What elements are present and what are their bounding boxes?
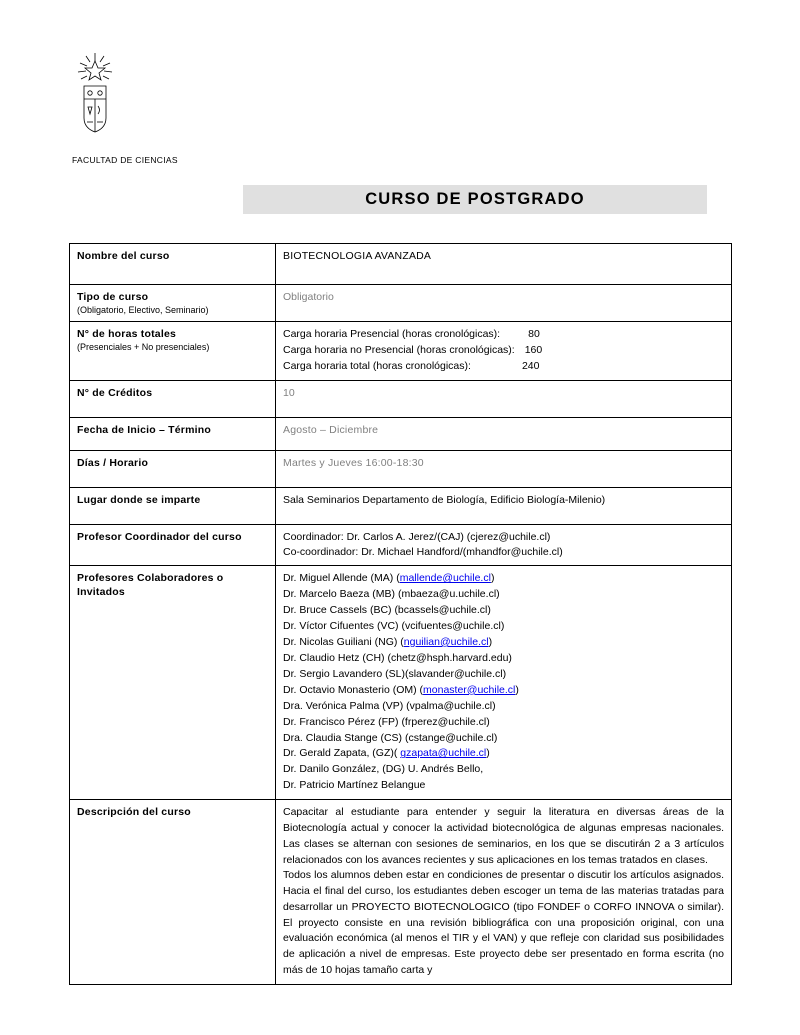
- row-label-collaborators: [70, 566, 276, 800]
- list-item: Dr. Patricio Martínez Belangue: [283, 779, 426, 792]
- row-label-location: Lugar donde se imparte: [70, 487, 276, 524]
- faculty-name: FACULTAD DE CIENCIAS: [72, 155, 178, 165]
- row-value-course-name: BIOTECNOLOGIA AVANZADA: [276, 244, 732, 285]
- row-label-text: Profesores Colaboradores o Invitados: [77, 572, 224, 599]
- row-value-description: [276, 800, 732, 984]
- row-value-total-hours: [276, 322, 732, 380]
- course-info-table: [69, 243, 732, 985]
- row-label-coordinator: Profesor Coordinador del curso: [70, 524, 276, 565]
- email-link[interactable]: gzapata@uchile.cl: [400, 747, 487, 760]
- row-value-dates: Agosto – Diciembre: [276, 417, 732, 450]
- table-row: [70, 244, 732, 285]
- row-value-collaborators: [276, 566, 732, 800]
- hours-line-text: Carga horaria total (horas cronológicas):: [283, 359, 471, 372]
- person-name: Dr. Miguel Allende (MA) (: [283, 572, 400, 584]
- row-value-course-type: Obligatorio: [276, 285, 732, 322]
- table-row: [70, 566, 732, 800]
- cocoordinator-line: Co-coordinador: Dr. Michael Handford/(mhandfor@uchile.cl): [283, 545, 563, 558]
- list-item: Dra. Verónica Palma (VP) (vpalma@uchile.cl): [283, 699, 496, 712]
- row-label-course-name: Nombre del curso: [70, 244, 276, 285]
- email-link[interactable]: mallende@uchile.cl: [399, 572, 491, 584]
- table-row: [70, 450, 732, 487]
- list-item: [283, 635, 724, 651]
- table-row: [70, 380, 732, 417]
- email-link[interactable]: nguilian@uchile.cl: [403, 635, 489, 648]
- hours-line: [283, 327, 724, 343]
- table-row: [70, 800, 732, 984]
- list-item: [283, 683, 724, 699]
- row-value-credits: 10: [276, 380, 732, 417]
- description-paragraph: Capacitar al estudiante para entender y seguir la literatura en diversas áreas de la Biotecnología actual y conocer la actividad biotecnológica de algunas empresas nacionales. Las clases se alternan con sesiones de seminarios, en los que se discutirán 2 a 3 artículos relacionados con los avances recientes y sus aplicaciones en los temas tratados en clases.: [283, 806, 724, 866]
- row-label-subtext: (Obligatorio, Electivo, Seminario): [77, 305, 209, 316]
- row-value-coordinator: [276, 524, 732, 565]
- person-post: ): [490, 572, 495, 584]
- table-row: [70, 285, 732, 322]
- list-item: Dr. Sergio Lavandero (SL)(slavander@uchile.cl): [283, 667, 507, 680]
- list-item: Dr. Francisco Pérez (FP) (frperez@uchile.cl): [283, 715, 490, 728]
- row-value-location: Sala Seminarios Departamento de Biología, Edificio Biología-Milenio): [276, 487, 732, 524]
- description-paragraph: Todos los alumnos deben estar en condiciones de presentar o discutir los artículos asignados. Hacia el final del curso, los estudiantes deben escoger un tema de las materias tratadas para desarrollar un PROYECTO BIOTECNOLOGICO (tipo FONDEF o CORFO INNOVA o similar). El proyecto consiste en una revisión bibliográfica con una proposición original, con una evaluación económica (al menos el TIR y el VAN) y que refleje con claridad sus posibilidades de aplicación a nivel de empresas. Este proyecto debe ser presentado en forma escrita (no más de 10 hojas tamaño carta y: [283, 869, 724, 976]
- list-item: Dr. Marcelo Baeza (MB) (mbaeza@u.uchile.cl): [283, 587, 500, 600]
- list-item: Dr. Bruce Cassels (BC) (bcassels@uchile.cl): [283, 603, 491, 616]
- hours-line-text: Carga horaria no Presencial (horas cronológicas):: [283, 344, 515, 357]
- person-post: ): [486, 747, 490, 760]
- hours-line-number: 240: [521, 359, 540, 372]
- page-title-band: [243, 185, 707, 214]
- table-row: [70, 487, 732, 524]
- table-row: [70, 322, 732, 380]
- row-label-description: Descripción del curso: [70, 800, 276, 984]
- coordinator-line: Coordinador: Dr. Carlos A. Jerez/(CAJ) (cjerez@uchile.cl): [283, 530, 551, 543]
- page-title: CURSO DE POSTGRADO: [365, 190, 585, 208]
- list-item: [283, 571, 724, 587]
- hours-line-number: 80: [528, 328, 540, 341]
- row-label-dates: Fecha de Inicio – Término: [70, 417, 276, 450]
- list-item: [283, 746, 724, 762]
- list-item: Dra. Claudia Stange (CS) (cstange@uchile.cl): [283, 731, 498, 744]
- list-item: Dr. Claudio Hetz (CH) (chetz@hsph.harvard.edu): [283, 651, 512, 664]
- table-row: [70, 417, 732, 450]
- table-row: [70, 524, 732, 565]
- person-post: ): [488, 635, 493, 648]
- hours-line-text: Carga horaria Presencial (horas cronológicas):: [283, 328, 501, 341]
- person-post: ): [515, 683, 519, 696]
- row-label-subtext: (Presenciales + No presenciales): [77, 342, 210, 353]
- university-crest-icon: [72, 52, 118, 134]
- row-label-text: Tipo de curso: [77, 291, 149, 303]
- row-label-total-hours: [70, 322, 276, 380]
- row-label-schedule: Días / Horario: [70, 450, 276, 487]
- email-link[interactable]: monaster@uchile.cl: [423, 683, 516, 696]
- hours-line: [283, 359, 724, 375]
- row-label-credits: N° de Créditos: [70, 380, 276, 417]
- row-label-course-type: [70, 285, 276, 322]
- row-value-schedule: Martes y Jueves 16:00-18:30: [276, 450, 732, 487]
- hours-line: [283, 343, 724, 359]
- person-name: Dr. Octavio Monasterio (OM) (: [283, 683, 424, 696]
- list-item: Dr. Víctor Cifuentes (VC) (vcifuentes@uchile.cl): [283, 619, 505, 632]
- hours-line-number: 160: [524, 344, 543, 357]
- person-name: Dr. Gerald Zapata, (GZ)(: [283, 747, 401, 760]
- list-item: Dr. Danilo González, (DG) U. Andrés Bello,: [283, 763, 484, 776]
- person-name: Dr. Nicolas Guiliani (NG) (: [283, 635, 404, 648]
- row-label-text: N° de horas totales: [77, 328, 177, 341]
